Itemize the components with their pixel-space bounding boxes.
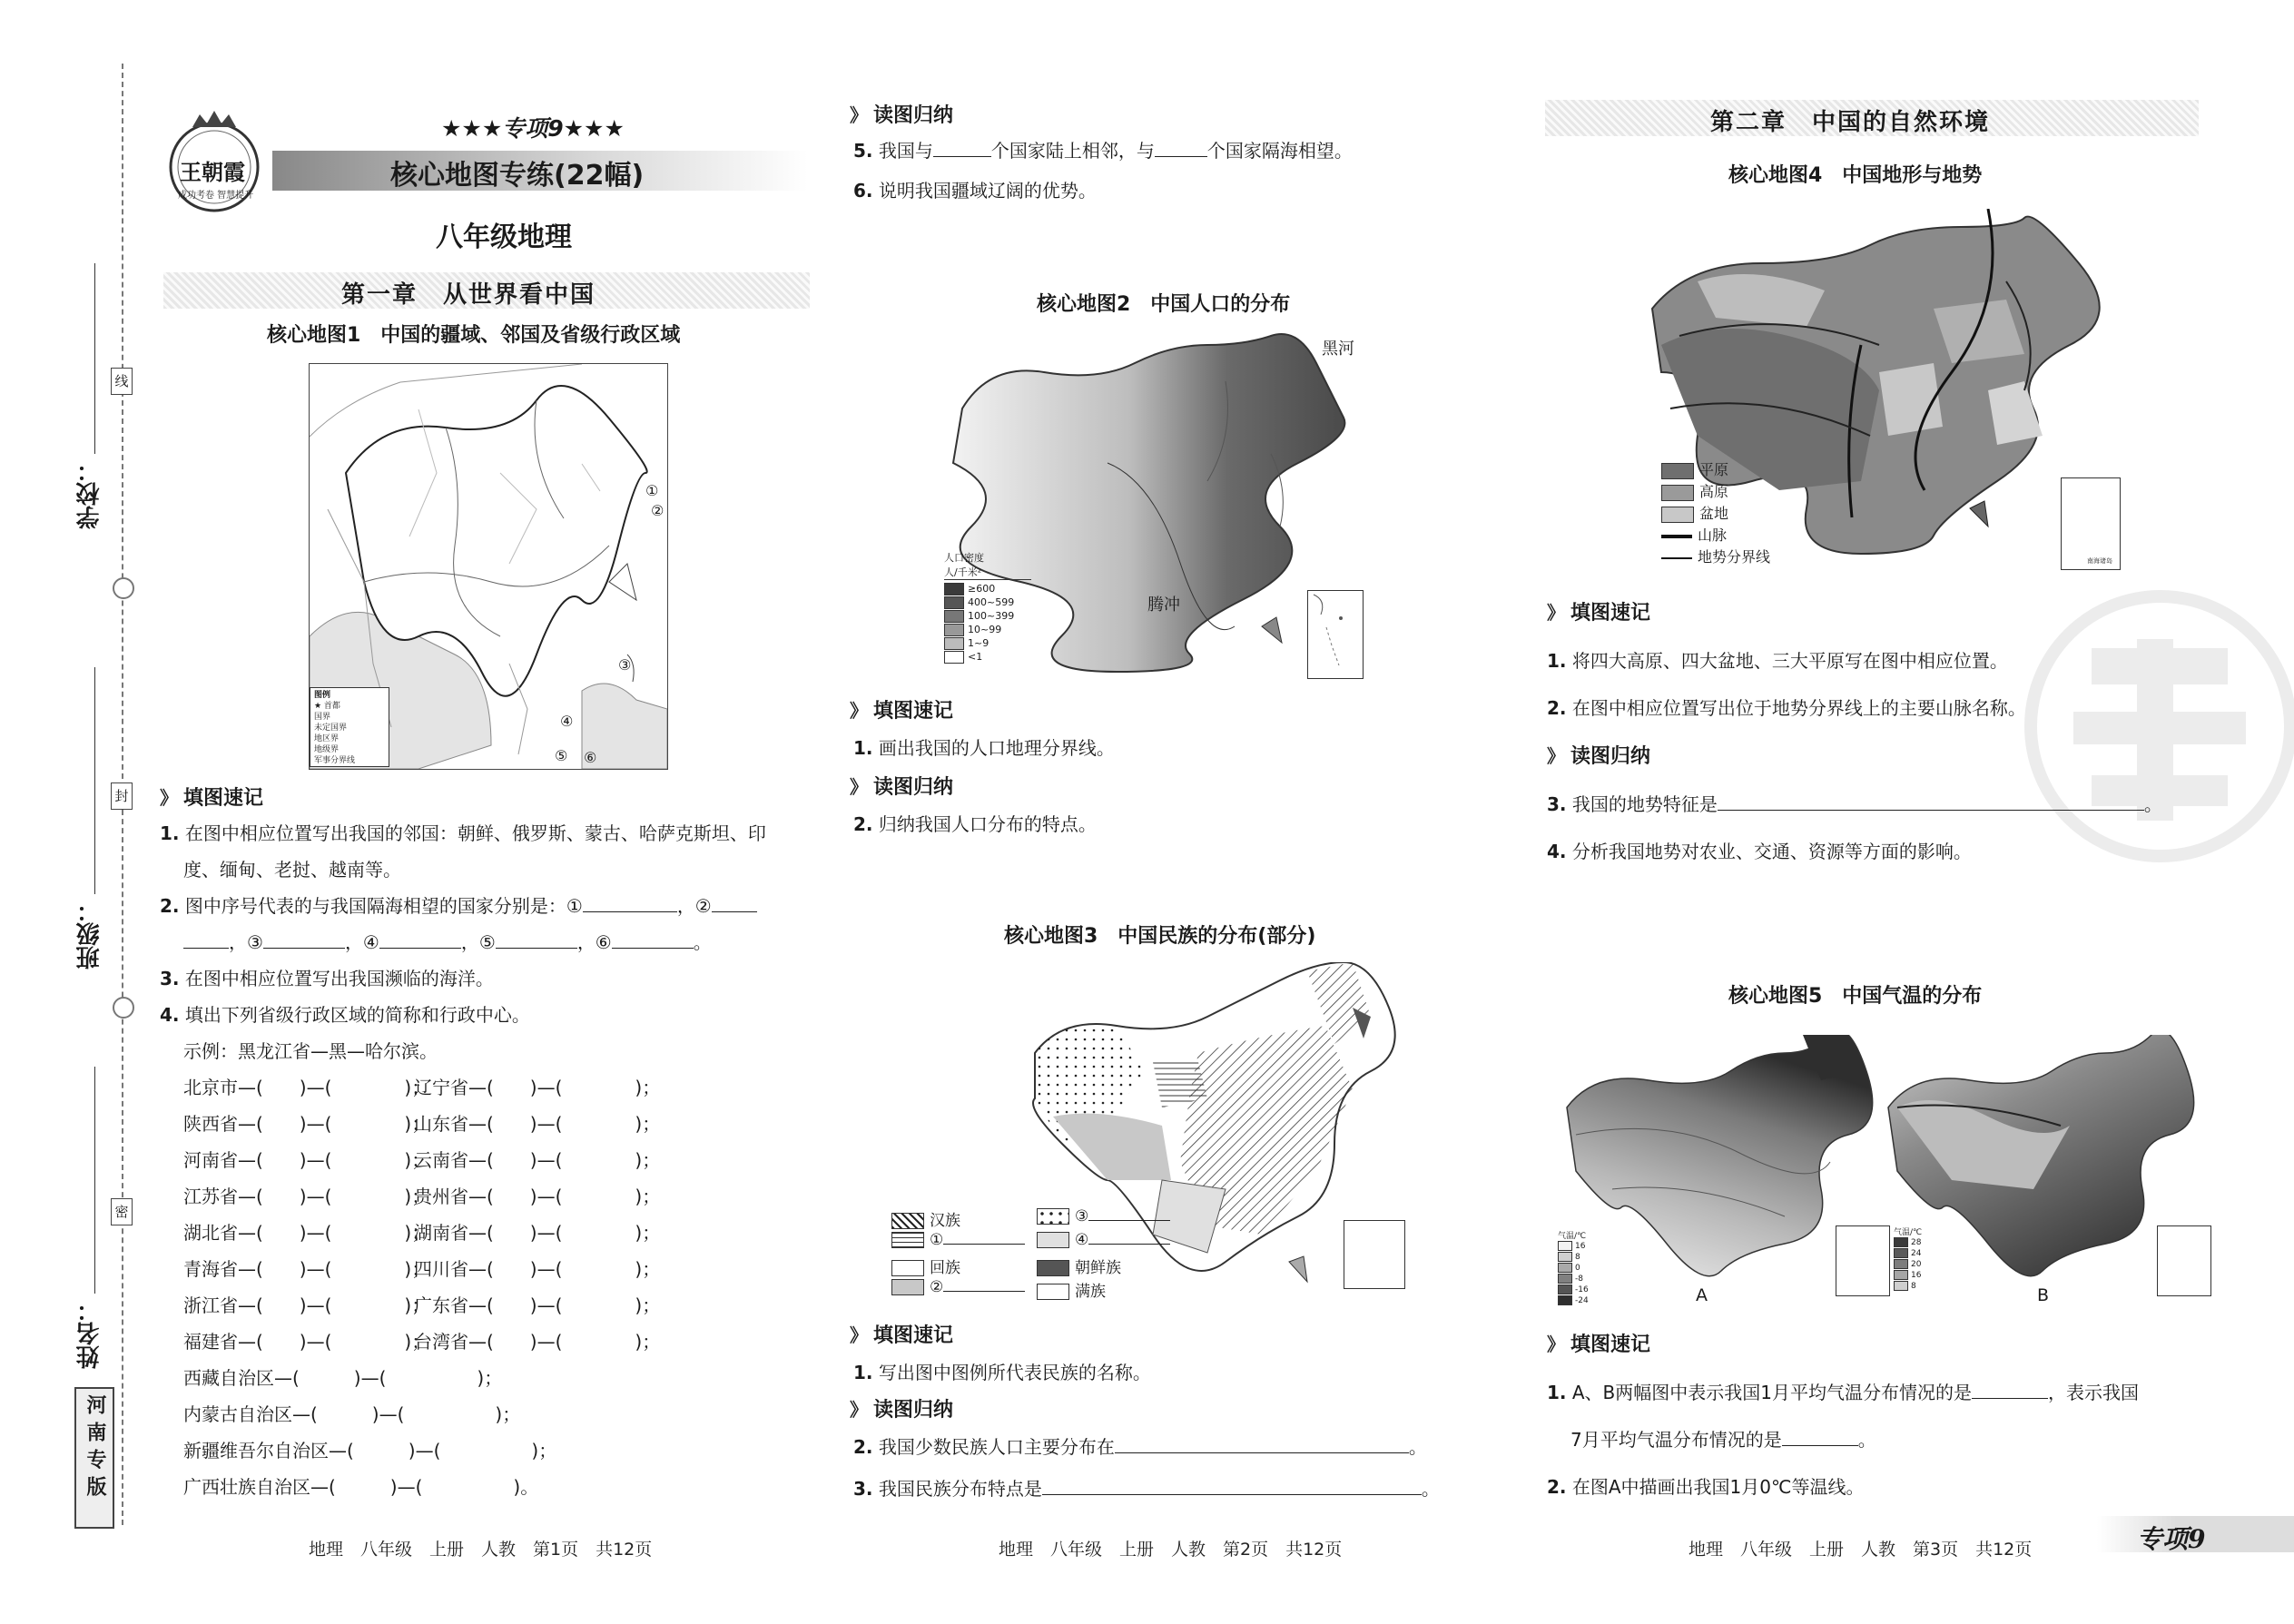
province-row: 福建省—( )—( )； xyxy=(183,1331,430,1353)
question-number: 4. xyxy=(1547,841,1567,862)
map3-title: 核心地图3 中国民族的分布(部分) xyxy=(1004,925,1316,948)
legend-label: 16 xyxy=(1911,1271,1922,1280)
question-1 xyxy=(1547,646,2008,673)
map2-legend-unit: 人/千米² xyxy=(944,565,1031,580)
answer-sep: ，③ xyxy=(229,931,263,953)
question-number: 2. xyxy=(853,813,873,835)
temp-legend-item xyxy=(1558,1252,1612,1263)
question-number: 1. xyxy=(853,1362,873,1383)
temp-legend-item xyxy=(1558,1241,1612,1252)
legend-label: 20 xyxy=(1911,1260,1922,1269)
legend-swatch xyxy=(944,637,964,650)
question-3 xyxy=(1547,790,2162,816)
question-number: 2. xyxy=(1547,1476,1567,1498)
map2-label-heihe: 黑河 xyxy=(1322,340,1354,359)
example-line: 示例：黑龙江省—黑—哈尔滨。 xyxy=(183,1040,438,1062)
page3-footer: 地理 八年级 上册 人教 第3页 共12页 xyxy=(1689,1540,2033,1560)
legend-swatch xyxy=(944,596,964,609)
question-text: 将四大高原、四大盆地、三大平原写在图中相应位置。 xyxy=(1571,650,2008,672)
map5b-legend-rows xyxy=(1894,1237,1948,1292)
map5a-legend-title: 气温/℃ xyxy=(1558,1232,1587,1241)
question-number: 2. xyxy=(160,895,180,917)
map1-legend-item: ★ 首都 xyxy=(314,702,340,711)
map3-legend xyxy=(891,1207,1182,1307)
map2-legend-item xyxy=(944,623,1031,636)
legend-swatch xyxy=(944,583,964,595)
question-number: 1. xyxy=(853,737,873,759)
inset-label: 南海诸岛 xyxy=(2087,557,2112,565)
legend-plateau xyxy=(1661,481,1807,503)
section-fill-heading: 》 填图速记 xyxy=(1547,1329,1650,1357)
circled-number-3: ③ xyxy=(618,656,632,674)
map1-legend-item: 未定国界 xyxy=(314,723,348,733)
legend-label: 盆地 xyxy=(1699,505,1729,522)
plateau-swatch xyxy=(1661,485,1694,501)
temp-legend-item xyxy=(1558,1284,1612,1295)
legend-n4 xyxy=(1037,1231,1170,1249)
map4-legend xyxy=(1661,459,1807,568)
question-2 xyxy=(853,810,1097,836)
legend-n3 xyxy=(1037,1207,1170,1225)
legend-label: -8 xyxy=(1575,1275,1583,1284)
legend-swatch xyxy=(1894,1237,1908,1247)
map5a-legend-rows xyxy=(1558,1241,1612,1306)
answer-blank[interactable] xyxy=(1155,140,1207,157)
publisher-logo xyxy=(162,107,267,218)
legend-swatch xyxy=(1558,1284,1572,1294)
legend-blank[interactable] xyxy=(1088,1231,1170,1245)
section-read-heading: 》 读图归纳 xyxy=(850,1394,953,1422)
question-text: ，表示我国 xyxy=(2048,1382,2140,1403)
map5a-label: A xyxy=(1696,1285,1708,1305)
map2-legend-title: 人口密度 xyxy=(944,552,984,564)
question-1-cont: 度、缅甸、老挝、越南等。 xyxy=(183,859,401,881)
legend-swatch xyxy=(1894,1248,1908,1258)
question-2-cont xyxy=(183,928,712,954)
province-row: 山东省—( )—( )； xyxy=(414,1113,661,1135)
question-1 xyxy=(853,733,1115,760)
answer-sep: ，⑥ xyxy=(576,931,612,953)
legend-swatch xyxy=(1894,1259,1908,1269)
map1-title: 核心地图1 中国的疆域、邻国及省级行政区域 xyxy=(267,324,681,347)
legend-label: 平原 xyxy=(1699,461,1729,478)
legend-label: ≥600 xyxy=(968,583,996,595)
province-row: 湖北省—( )—( )； xyxy=(183,1222,430,1244)
chapter-title: 第二章 中国的自然环境 xyxy=(1710,109,1991,136)
temp-legend-item xyxy=(1894,1237,1948,1248)
legend-label: 400~599 xyxy=(968,596,1015,608)
temp-legend-item xyxy=(1894,1259,1948,1270)
answer-blank-2b[interactable] xyxy=(183,931,229,949)
answer-blank-5[interactable] xyxy=(496,931,577,949)
question-text: 在图中相应位置写出位于地势分界线上的主要山脉名称。 xyxy=(1571,697,2026,719)
answer-blank[interactable] xyxy=(1115,1436,1409,1453)
korean-swatch xyxy=(1037,1260,1069,1276)
legend-swatch xyxy=(1558,1263,1572,1273)
question-number: 2. xyxy=(853,1436,873,1458)
legend-hui xyxy=(891,1255,960,1277)
legend-label: 100~399 xyxy=(968,610,1015,622)
n1-swatch xyxy=(891,1232,924,1248)
question-3b xyxy=(853,1474,1440,1501)
question-text: 图中序号代表的与我国隔海相望的国家分别是：① xyxy=(184,895,583,917)
question-text: 我国少数民族人口主要分布在 xyxy=(878,1436,1115,1458)
answer-blank[interactable] xyxy=(1782,1429,1858,1446)
answer-sep: ，② xyxy=(676,895,712,917)
autonomous-region-row: 西藏自治区—( )—( )； xyxy=(183,1367,503,1389)
legend-swatch xyxy=(1558,1241,1572,1251)
answer-sep: ，⑤ xyxy=(460,931,496,953)
seal-char: 线 xyxy=(114,373,129,389)
map5a-frame xyxy=(1558,1035,1894,1305)
question-5 xyxy=(853,136,1353,162)
legend-plain xyxy=(1661,459,1807,481)
legend-label: ① xyxy=(930,1231,944,1249)
autonomous-region-row: 内蒙古自治区—( )—( )； xyxy=(183,1403,521,1425)
legend-divide xyxy=(1661,546,1807,568)
topic-tag-footer: 专项9 xyxy=(2137,1524,2206,1554)
legend-basin xyxy=(1661,503,1807,525)
question-6 xyxy=(853,176,1097,202)
legend-label: 地势分界线 xyxy=(1698,548,1771,566)
map5b-south-sea-inset xyxy=(2157,1225,2211,1296)
temp-legend-item xyxy=(1894,1248,1948,1259)
temp-legend-item xyxy=(1558,1295,1612,1306)
legend-label: 高原 xyxy=(1699,483,1729,500)
topic-tag: ★★★专项9★★★ xyxy=(441,115,625,142)
seal-box-xian xyxy=(111,368,133,395)
question-text: 画出我国的人口地理分界线。 xyxy=(878,737,1115,759)
question-4 xyxy=(160,1000,530,1027)
circled-number-6: ⑥ xyxy=(584,749,597,766)
answer-end: 。 xyxy=(1408,1436,1427,1458)
seal-char: 密 xyxy=(114,1204,129,1220)
province-row: 北京市—( )—( )； xyxy=(183,1077,430,1098)
legend-label: 满族 xyxy=(1075,1283,1106,1301)
province-row: 贵州省—( )—( )； xyxy=(414,1186,661,1207)
n2-swatch xyxy=(891,1279,924,1295)
chapter-title: 第一章 从世界看中国 xyxy=(341,281,596,309)
map2-legend xyxy=(944,550,1031,664)
map5b-frame xyxy=(1879,1035,2215,1298)
question-2 xyxy=(160,891,757,918)
temp-legend-item xyxy=(1558,1263,1612,1274)
map2-frame xyxy=(935,327,1371,690)
map2-label-tengchong: 腾冲 xyxy=(1147,595,1180,615)
map2-legend-item xyxy=(944,636,1031,650)
question-text: 我国与 xyxy=(878,140,933,162)
answer-blank-3[interactable] xyxy=(263,931,345,949)
seal-watermark-icon xyxy=(2024,590,2294,862)
map4-frame xyxy=(1643,209,2124,581)
map5b-legend-title: 气温/℃ xyxy=(1894,1228,1923,1237)
temp-legend-item xyxy=(1894,1270,1948,1281)
answer-end: 。 xyxy=(693,931,712,953)
hui-swatch xyxy=(891,1260,924,1276)
question-text: 在图A中描画出我国1月0℃等温线。 xyxy=(1571,1476,1865,1498)
question-number: 3. xyxy=(1547,793,1567,815)
map2-legend-rows xyxy=(944,582,1031,664)
map1-legend-item: 地级界 xyxy=(314,745,340,754)
answer-end: 。 xyxy=(2143,793,2162,815)
province-row: 浙江省—( )—( )； xyxy=(183,1294,430,1316)
page-2 xyxy=(844,0,1480,1624)
class-underline xyxy=(94,667,95,894)
question-text: 个国家隔海相望。 xyxy=(1206,140,1353,162)
answer-blank-4[interactable] xyxy=(379,931,461,949)
section-fill-heading: 》 填图速记 xyxy=(850,695,953,723)
question-text: 分析我国地势对农业、交通、资源等方面的影响。 xyxy=(1571,841,1972,862)
legend-label: 8 xyxy=(1911,1282,1916,1291)
map4-south-sea-inset xyxy=(2061,477,2121,570)
province-row: 辽宁省—( )—( )； xyxy=(414,1077,661,1098)
basin-swatch xyxy=(1661,507,1694,523)
question-number: 3. xyxy=(160,968,180,989)
seal-box-feng xyxy=(111,782,133,810)
question-number: 5. xyxy=(853,140,873,162)
page2-footer: 地理 八年级 上册 人教 第2页 共12页 xyxy=(999,1540,1343,1560)
map1-legend-title: 图例 xyxy=(314,691,331,700)
question-3 xyxy=(160,964,494,990)
map1-legend-item: 国界 xyxy=(314,713,331,722)
question-number: 2. xyxy=(1547,697,1567,719)
legend-label: 10~99 xyxy=(968,624,1002,635)
answer-blank-2[interactable] xyxy=(712,895,757,912)
legend-han xyxy=(891,1207,960,1230)
question-text: 在图中相应位置写出我国濒临的海洋。 xyxy=(184,968,494,989)
map1-legend xyxy=(310,687,389,767)
legend-swatch xyxy=(944,651,964,664)
map1-legend-item: 军事分界线 xyxy=(314,756,356,765)
question-number: 1. xyxy=(160,822,180,844)
legend-korean xyxy=(1037,1255,1121,1277)
plain-swatch xyxy=(1661,463,1694,479)
answer-end: 。 xyxy=(1857,1429,1876,1451)
seal-char: 封 xyxy=(114,788,129,804)
legend-label: 8 xyxy=(1575,1253,1580,1262)
question-text: 归纳我国人口分布的特点。 xyxy=(878,813,1097,835)
legend-swatch xyxy=(944,610,964,623)
legend-label: 朝鲜族 xyxy=(1075,1259,1121,1277)
map5b-legend xyxy=(1894,1225,1948,1292)
legend-swatch xyxy=(1558,1295,1572,1305)
province-row: 陕西省—( )—( )； xyxy=(183,1113,430,1135)
map5a-legend xyxy=(1558,1229,1612,1306)
legend-blank[interactable] xyxy=(943,1278,1025,1292)
seal-box-mi xyxy=(111,1198,133,1225)
question-text: 填出下列省级行政区域的简称和行政中心。 xyxy=(184,1004,530,1026)
logo-name: 王朝霞 xyxy=(180,159,245,185)
question-2b xyxy=(853,1432,1427,1459)
manchu-swatch xyxy=(1037,1284,1069,1300)
legend-manchu xyxy=(1037,1278,1106,1301)
map4-title: 核心地图4 中国地形与地势 xyxy=(1728,164,1983,187)
school-label: 学校： xyxy=(76,458,103,529)
province-row: 台湾省—( )—( )； xyxy=(414,1331,661,1353)
question-number: 1. xyxy=(1547,1382,1567,1403)
answer-blank-1[interactable] xyxy=(583,895,677,912)
question-text: 7月平均气温分布情况的是 xyxy=(1570,1429,1782,1451)
province-row: 云南省—( )—( )； xyxy=(414,1149,661,1171)
question-text: 我国的地势特征是 xyxy=(1571,793,1718,815)
legend-label: 山脉 xyxy=(1698,527,1728,544)
class-label: 班级： xyxy=(76,899,103,969)
name-underline xyxy=(94,1067,95,1294)
question-text: 个国家陆上相邻，与 xyxy=(990,140,1155,162)
answer-blank[interactable] xyxy=(1972,1382,2048,1399)
question-number: 1. xyxy=(1547,650,1567,672)
legend-label: 28 xyxy=(1911,1238,1922,1247)
logo-motto: 成功考卷 智慧提升 xyxy=(178,191,254,201)
section-fill-heading: 》 填图速记 xyxy=(850,1320,953,1348)
legend-label: ④ xyxy=(1075,1231,1089,1249)
han-swatch xyxy=(891,1213,924,1229)
legend-label: ③ xyxy=(1075,1207,1089,1225)
page-3 xyxy=(1534,0,2294,1624)
south-sea-islands-icon xyxy=(1308,591,1363,678)
question-1b xyxy=(1547,1378,2139,1404)
province-row: 四川省—( )—( )； xyxy=(414,1258,661,1280)
edition-box xyxy=(74,1387,114,1529)
question-text: 我国民族分布特点是 xyxy=(878,1478,1042,1500)
province-row: 青海省—( )—( )； xyxy=(183,1258,430,1280)
answer-sep: ，④ xyxy=(344,931,379,953)
answer-blank[interactable] xyxy=(1718,793,2144,811)
question-1b xyxy=(853,1358,1151,1384)
legend-swatch xyxy=(944,624,964,636)
edition-label: 河南专版 xyxy=(84,1394,106,1503)
question-1b-cont xyxy=(1570,1425,1876,1452)
divide-swatch xyxy=(1661,557,1692,559)
section-read-heading: 》 读图归纳 xyxy=(850,100,953,128)
section-read-heading: 》 读图归纳 xyxy=(850,772,953,800)
province-row: 江苏省—( )—( )； xyxy=(183,1186,430,1207)
binding-hole-icon xyxy=(113,997,134,1019)
map2-legend-item xyxy=(944,609,1031,623)
legend-blank[interactable] xyxy=(1088,1207,1170,1221)
map5b-label: B xyxy=(2037,1285,2050,1305)
map3-south-sea-inset xyxy=(1344,1220,1405,1289)
circled-number-4: ④ xyxy=(560,713,574,730)
binding-hole-icon xyxy=(113,577,134,599)
legend-label: 汉族 xyxy=(930,1212,960,1230)
map5-title: 核心地图5 中国气温的分布 xyxy=(1728,985,1983,1008)
legend-label: <1 xyxy=(968,651,983,663)
circled-number-5: ⑤ xyxy=(555,747,568,764)
autonomous-region-row: 广西壮族自治区—( )—( )。 xyxy=(183,1476,539,1498)
legend-label: 24 xyxy=(1911,1249,1922,1258)
binding-margin xyxy=(0,0,127,1624)
legend-mountain xyxy=(1661,525,1807,546)
map2-legend-item xyxy=(944,582,1031,595)
section-fill-heading: 》 填图速记 xyxy=(160,782,263,811)
legend-n1 xyxy=(891,1231,1025,1249)
autonomous-region-row: 新疆维吾尔自治区—( )—( )； xyxy=(183,1440,557,1462)
answer-blank-6[interactable] xyxy=(612,931,694,949)
section-fill-heading: 》 填图速记 xyxy=(1547,597,1650,625)
answer-end: 。 xyxy=(1421,1478,1440,1500)
question-text: 在图中相应位置写出我国的邻国：朝鲜、俄罗斯、蒙古、哈萨克斯坦、印 xyxy=(184,822,766,844)
legend-swatch xyxy=(1894,1281,1908,1291)
map1-frame xyxy=(309,363,668,770)
legend-n2 xyxy=(891,1278,1025,1296)
n3-swatch xyxy=(1037,1208,1069,1225)
province-row: 湖南省—( )—( )； xyxy=(414,1222,661,1244)
question-2 xyxy=(1547,694,2026,720)
question-2b xyxy=(1547,1472,1864,1499)
legend-label: 1~9 xyxy=(968,637,989,649)
question-1 xyxy=(160,819,766,845)
legend-label: -16 xyxy=(1575,1285,1589,1294)
legend-label: 16 xyxy=(1575,1242,1586,1251)
legend-label: -24 xyxy=(1575,1296,1589,1305)
legend-label: ② xyxy=(930,1278,944,1296)
map1-legend-item: 地区界 xyxy=(314,734,340,743)
legend-swatch xyxy=(1894,1270,1908,1280)
question-text: 写出图中图例所代表民族的名称。 xyxy=(878,1362,1151,1383)
question-text: A、B两幅图中表示我国1月平均气温分布情况的是 xyxy=(1571,1382,1973,1403)
page1-footer: 地理 八年级 上册 人教 第1页 共12页 xyxy=(309,1540,653,1560)
school-underline xyxy=(94,263,95,454)
mountain-swatch xyxy=(1661,535,1692,538)
map2-south-sea-inset xyxy=(1307,590,1364,679)
legend-swatch xyxy=(1558,1274,1572,1284)
legend-label: 回族 xyxy=(930,1259,960,1277)
answer-blank[interactable] xyxy=(1042,1478,1422,1495)
question-number: 6. xyxy=(853,180,873,202)
question-4 xyxy=(1547,837,1972,863)
temp-legend-item xyxy=(1894,1281,1948,1292)
page-title: 核心地图专练(22幅) xyxy=(390,160,645,192)
n4-swatch xyxy=(1037,1232,1069,1248)
section-read-heading: 》 读图归纳 xyxy=(1547,741,1650,769)
circled-number-1: ① xyxy=(645,482,659,499)
legend-swatch xyxy=(1558,1252,1572,1262)
question-text: 说明我国疆域辽阔的优势。 xyxy=(878,180,1097,202)
page-1 xyxy=(145,0,817,1624)
question-number: 3. xyxy=(853,1478,873,1500)
legend-label: 0 xyxy=(1575,1264,1580,1273)
temp-legend-item xyxy=(1558,1274,1612,1284)
name-label: 姓名： xyxy=(76,1298,103,1369)
province-row: 广东省—( )—( )； xyxy=(414,1294,661,1316)
question-number: 4. xyxy=(160,1004,180,1026)
subject-subtitle: 八年级地理 xyxy=(436,221,572,253)
legend-blank[interactable] xyxy=(943,1231,1025,1245)
province-row: 河南省—( )—( )； xyxy=(183,1149,430,1171)
map2-legend-item xyxy=(944,650,1031,664)
map2-legend-item xyxy=(944,595,1031,609)
answer-blank[interactable] xyxy=(933,140,991,157)
map2-title: 核心地图2 中国人口的分布 xyxy=(1037,293,1291,316)
circled-number-2: ② xyxy=(651,502,665,519)
